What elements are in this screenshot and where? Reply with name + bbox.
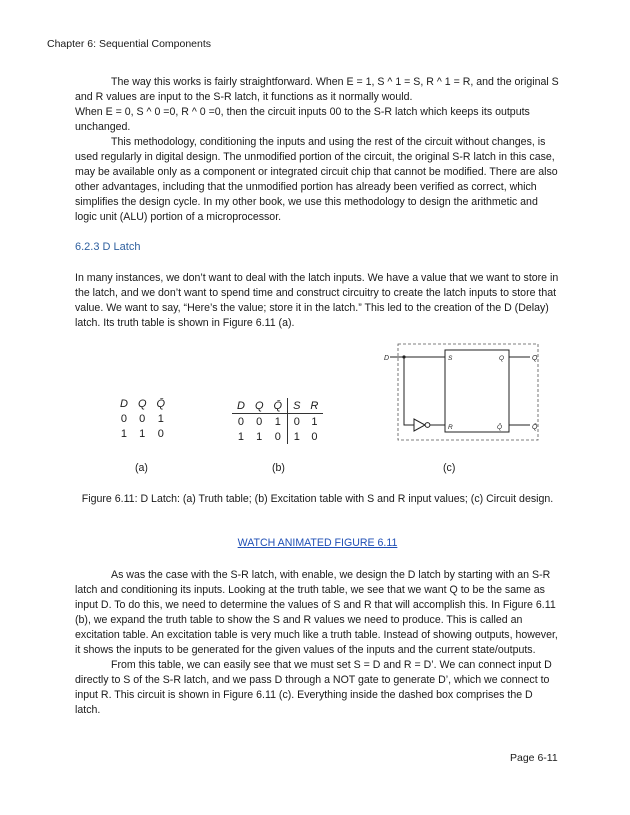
intro-paragraph-1: The way this works is fairly straightforward. When E = 1, S ^ 1 = S, R ^ 1 = R, and the original S and R values are input to the S-R latch, it functions as it normally would. xyxy=(75,76,559,103)
truth-header-d: D xyxy=(120,397,128,410)
table-cell: 1 xyxy=(237,430,245,443)
figure-caption: Figure 6.11: D Latch: (a) Truth table; (b) Excitation table with S and R input values; (c) Circuit design. xyxy=(81,493,554,505)
table-cell: 1 xyxy=(269,414,288,430)
section-paragraph-1: In many instances, we don’t want to deal with the latch inputs. We have a value that we want to store in the latch, and we don’t want to spend time and construct circuitry to create the latch inputs to store that value. We want to say, “Here’s the value; store it in the latch.” This led to the creation of the D (Delay) latch. Its truth table is shown in Figure 6.11 (a). xyxy=(75,272,559,329)
table-cell: 0 xyxy=(250,414,269,430)
not-gate-input-wire xyxy=(404,357,414,425)
d-latch-circuit-diagram xyxy=(380,340,540,445)
excitation-header-q: Q xyxy=(254,399,264,412)
table-cell: 1 xyxy=(288,429,306,444)
pin-qbar-label: Q̄ xyxy=(497,424,503,431)
truth-table xyxy=(115,396,170,441)
circuit-input-d-label: D xyxy=(384,355,390,362)
circuit-output-q-label: Q xyxy=(532,355,538,362)
table-cell: 0 xyxy=(120,412,128,425)
pin-s-label: S xyxy=(448,355,453,362)
chapter-header: Chapter 6: Sequential Components xyxy=(47,38,212,50)
not-gate-bubble xyxy=(425,423,430,428)
figure-label-b: (b) xyxy=(272,462,285,474)
excitation-header-s: S xyxy=(288,398,306,414)
animated-figure-link-wrapper xyxy=(75,537,560,549)
excitation-header-qbar: Q̄ xyxy=(273,399,283,412)
table-cell: 1 xyxy=(256,430,263,443)
figure-label-c: (c) xyxy=(443,462,456,474)
figure-label-a: (a) xyxy=(135,462,148,474)
excitation-header-r: R xyxy=(310,399,319,412)
watch-animated-figure-link[interactable]: WATCH ANIMATED FIGURE 6.11 xyxy=(237,537,398,549)
body-section xyxy=(75,568,560,718)
table-cell: 0 xyxy=(139,412,146,425)
table-cell: 0 xyxy=(274,430,281,443)
table-cell: 0 xyxy=(157,427,164,440)
table-cell: 1 xyxy=(305,414,323,430)
truth-header-q: Q xyxy=(137,397,147,410)
body-paragraph-2: From this table, we can easily see that we must set S = D and R = D’. We can connect input D directly to S of the S-R latch, and we pass D through a NOT gate to generate D’, which we connect to input R. This circuit is shown in Figure 6.11 (c). Everything inside the dashed box comprises the D latch. xyxy=(75,659,552,716)
body-paragraph-1: As was the case with the S-R latch, with enable, we design the D latch by starting with an S-R latch and conditioning its inputs. Looking at the truth table, we see that we want Q to be the same as input D. To do this, we need to determine the values of S and R that will accomplish this. In Figure 6.11 (b), we expand the truth table to show the S and R values we need to produce. This is called an excitation table. An excitation table is very much like a truth table. Instead of showing outputs, however, it shows the inputs to be generated for the given values of the inputs and the current state/outputs. xyxy=(75,569,558,656)
not-gate-triangle xyxy=(414,419,425,431)
section-title: 6.2.3 D Latch xyxy=(75,241,141,253)
table-cell: 0 xyxy=(311,430,318,443)
excitation-header-d: D xyxy=(237,399,245,412)
dashed-boundary xyxy=(398,344,538,440)
pin-r-label: R xyxy=(448,424,453,431)
pin-q-label: Q xyxy=(499,355,505,362)
sr-latch-box xyxy=(445,350,509,432)
table-cell: 1 xyxy=(157,412,164,425)
excitation-table xyxy=(232,398,323,444)
page-number: Page 6-11 xyxy=(510,752,558,764)
intro-paragraph-2: When E = 0, S ^ 0 =0, R ^ 0 =0, then the circuit inputs 00 to the S-R latch which keeps its outputs unchanged. xyxy=(75,106,530,133)
circuit-output-qbar-label: Q̄ xyxy=(532,424,538,431)
table-cell: 0 xyxy=(232,414,250,430)
truth-header-qbar: Q̄ xyxy=(156,397,166,410)
intro-section xyxy=(75,75,560,225)
table-cell: 1 xyxy=(120,427,128,440)
intro-paragraph-3: This methodology, conditioning the inputs and using the rest of the circuit without changes, is used regularly in digital design. The unmodified portion of the circuit, the original S-R latch in this case, may be available only as a component or integrated circuit chip that cannot be modified. There are also other advantages, including that the unmodified portion has already been verified as correct, which simplifies the design cycle. In my other book, we use this methodology to design the arithmetic and logic unit (ALU) portion of a microprocessor. xyxy=(75,136,558,223)
table-cell: 1 xyxy=(139,427,146,440)
table-cell: 0 xyxy=(288,414,306,430)
